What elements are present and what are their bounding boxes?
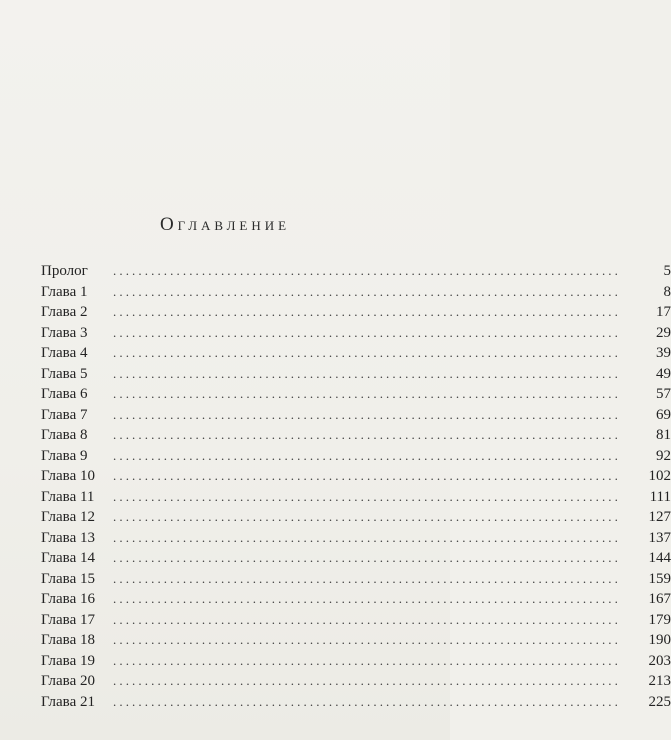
toc-entry-label: Глава 10 bbox=[41, 468, 95, 484]
toc-entry bbox=[41, 261, 671, 282]
toc-title: Оглавление bbox=[159, 214, 291, 235]
toc-entry-label: Глава 11 bbox=[41, 488, 95, 505]
toc-entry-page: 190 bbox=[648, 632, 671, 648]
toc-entry-label: Глава 12 bbox=[41, 509, 95, 525]
toc-entry bbox=[41, 323, 671, 344]
dot-leader: ................................................................................ bbox=[113, 365, 621, 381]
dot-leader: ................................................................................ bbox=[113, 673, 621, 688]
toc-entry-label: Глава 5 bbox=[41, 365, 88, 382]
dot-leader: ................................................................................ bbox=[113, 591, 621, 606]
toc-entry bbox=[41, 528, 671, 549]
toc-entry-page: 179 bbox=[648, 611, 671, 628]
toc-entry bbox=[41, 364, 671, 385]
toc-entry-page: 39 bbox=[656, 345, 671, 361]
dot-leader: ................................................................................ bbox=[113, 345, 621, 360]
dot-leader: ................................................................................ bbox=[113, 468, 621, 483]
toc-entry bbox=[41, 487, 671, 508]
toc-entry-label: Пролог bbox=[41, 263, 88, 279]
toc-entry bbox=[41, 446, 671, 467]
toc-entry-label: Глава 3 bbox=[41, 324, 88, 341]
toc-entry-label: Глава 8 bbox=[41, 427, 88, 443]
toc-entry bbox=[41, 425, 671, 446]
toc-entry-page: 159 bbox=[648, 570, 671, 587]
toc-entry-label: Глава 13 bbox=[41, 529, 95, 546]
toc-entry-label: Глава 7 bbox=[41, 406, 88, 423]
toc-entry-label: Глава 6 bbox=[41, 386, 88, 402]
toc-entry-page: 213 bbox=[648, 673, 671, 689]
toc-entry bbox=[41, 466, 671, 487]
toc-entry-page: 29 bbox=[656, 324, 671, 341]
toc-entry-label: Глава 21 bbox=[41, 693, 95, 710]
toc-entry bbox=[41, 507, 671, 528]
toc-entry bbox=[41, 671, 671, 692]
toc-entry-page: 5 bbox=[663, 263, 671, 279]
dot-leader: ................................................................................ bbox=[113, 406, 621, 422]
dot-leader: ................................................................................ bbox=[113, 447, 621, 463]
toc-entry-page: 127 bbox=[648, 509, 671, 525]
dot-leader: ................................................................................ bbox=[113, 488, 621, 504]
toc-entry bbox=[41, 548, 671, 569]
toc-entry bbox=[41, 282, 671, 303]
toc-entry bbox=[41, 343, 671, 364]
toc-entry-page: 137 bbox=[648, 529, 671, 546]
toc-entry-label: Глава 9 bbox=[41, 447, 88, 464]
dot-leader: ................................................................................ bbox=[113, 509, 621, 524]
dot-leader: ................................................................................ bbox=[113, 550, 621, 565]
toc-entry bbox=[41, 610, 671, 631]
toc-entry bbox=[41, 405, 671, 426]
toc-entry-page: 49 bbox=[656, 365, 671, 382]
toc-entry bbox=[41, 589, 671, 610]
dot-leader: ................................................................................ bbox=[113, 611, 621, 627]
dot-leader: ................................................................................ bbox=[113, 529, 621, 545]
toc-entry bbox=[41, 630, 671, 651]
dot-leader: ................................................................................ bbox=[113, 652, 621, 668]
toc-entry bbox=[41, 692, 671, 713]
toc-entry-label: Глава 20 bbox=[41, 673, 95, 689]
toc-entry-page: 203 bbox=[648, 652, 671, 669]
table-of-contents bbox=[41, 261, 671, 712]
toc-entry-page: 102 bbox=[648, 468, 671, 484]
toc-entry bbox=[41, 384, 671, 405]
toc-entry-label: Глава 15 bbox=[41, 570, 95, 587]
dot-leader: ................................................................................ bbox=[113, 263, 621, 278]
toc-entry-page: 111 bbox=[649, 488, 671, 505]
toc-entry-page: 69 bbox=[656, 406, 671, 423]
toc-entry-page: 144 bbox=[648, 550, 671, 566]
toc-entry-page: 81 bbox=[656, 427, 671, 443]
toc-entry-page: 167 bbox=[648, 591, 671, 607]
dot-leader: ................................................................................ bbox=[113, 570, 621, 586]
toc-entry-label: Глава 18 bbox=[41, 632, 95, 648]
toc-entry-page: 8 bbox=[663, 283, 671, 300]
dot-leader: ................................................................................ bbox=[113, 632, 621, 647]
toc-entry-page: 57 bbox=[656, 386, 671, 402]
dot-leader: ................................................................................ bbox=[113, 693, 621, 709]
toc-entry-label: Глава 1 bbox=[41, 283, 88, 300]
dot-leader: ................................................................................ bbox=[113, 304, 621, 319]
toc-entry-label: Глава 17 bbox=[41, 611, 95, 628]
toc-entry-page: 92 bbox=[656, 447, 671, 464]
toc-entry-page: 17 bbox=[656, 304, 671, 320]
toc-entry bbox=[41, 651, 671, 672]
dot-leader: ................................................................................ bbox=[113, 386, 621, 401]
dot-leader: ................................................................................ bbox=[113, 283, 621, 299]
toc-entry-page: 225 bbox=[648, 693, 671, 710]
toc-entry bbox=[41, 569, 671, 590]
toc-entry bbox=[41, 302, 671, 323]
toc-entry-label: Глава 2 bbox=[41, 304, 88, 320]
toc-entry-label: Глава 19 bbox=[41, 652, 95, 669]
toc-entry-label: Глава 4 bbox=[41, 345, 88, 361]
toc-entry-label: Глава 16 bbox=[41, 591, 95, 607]
dot-leader: ................................................................................ bbox=[113, 427, 621, 442]
dot-leader: ................................................................................ bbox=[113, 324, 621, 340]
toc-entry-label: Глава 14 bbox=[41, 550, 95, 566]
